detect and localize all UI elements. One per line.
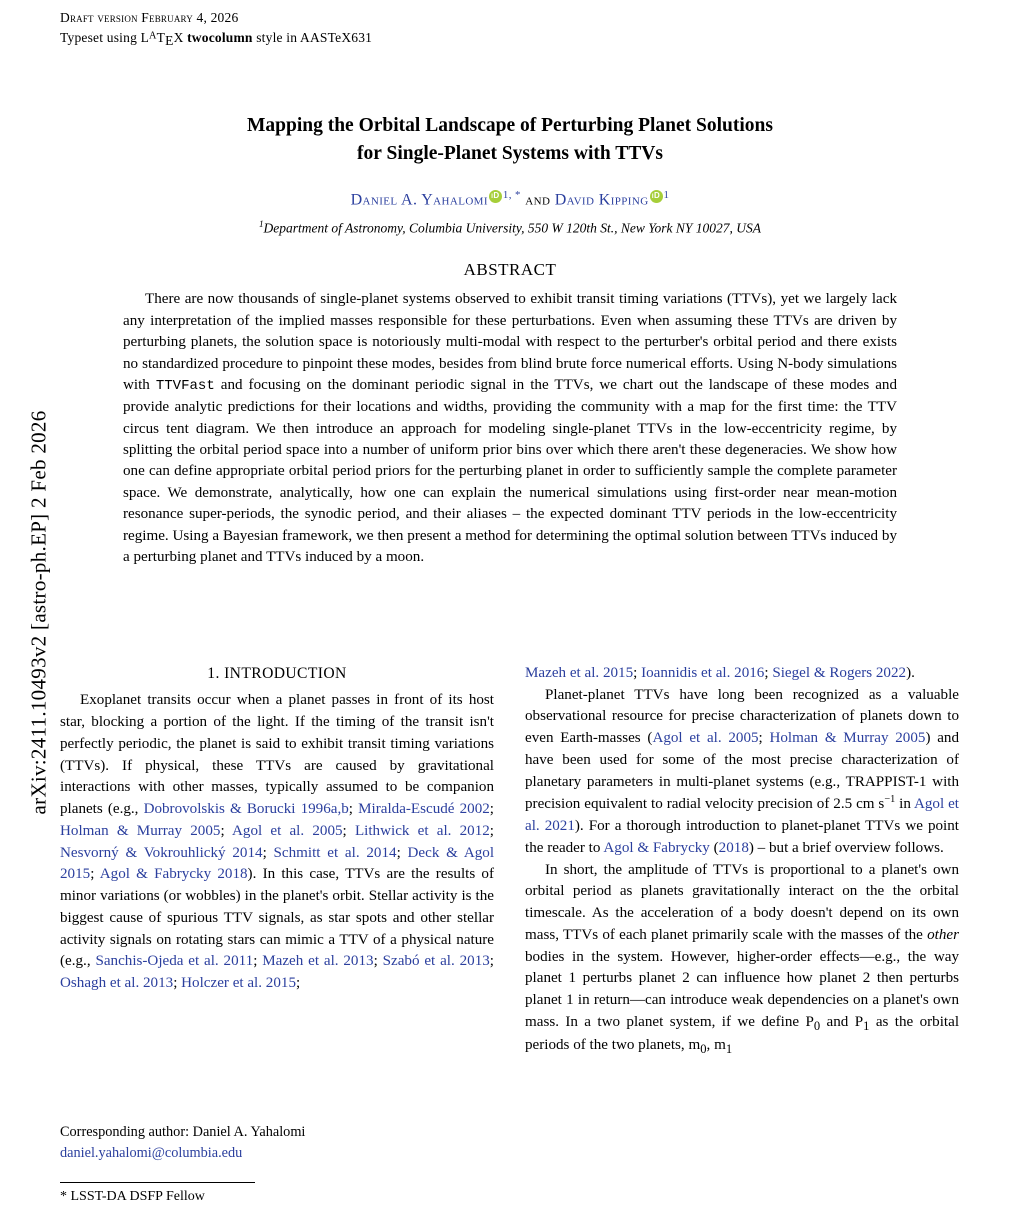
citation-link[interactable]: Dobrovolskis & Borucki 1996a,b <box>143 801 349 818</box>
footnote-marker: * <box>60 1189 67 1204</box>
citation-link[interactable]: Agol & Fabrycky <box>603 839 710 856</box>
sep: ; <box>396 844 408 861</box>
citation-link[interactable]: Agol & Fabrycky 2018 <box>99 866 248 883</box>
text-c: in <box>895 796 914 813</box>
affiliation <box>60 219 960 237</box>
author-name-1: Daniel A. Yahalomi <box>350 190 488 208</box>
subscript: 0 <box>700 1041 707 1056</box>
author-2-affil-marker: 1 <box>663 188 670 201</box>
sep: ; <box>253 953 263 970</box>
sep: ; <box>633 665 642 681</box>
latex-x: X <box>173 29 188 45</box>
title-line-2: for Single-Planet Systems with TTVs <box>357 143 663 165</box>
abstract-heading: ABSTRACT <box>463 260 557 280</box>
footnote-rule <box>60 1182 255 1183</box>
page-title <box>60 112 960 169</box>
draft-version-block <box>60 8 960 50</box>
typeset-pre: Typeset using L <box>60 29 150 45</box>
intro-paragraph-1 <box>60 690 494 994</box>
text-a: In short, the amplitude of TTVs is proportional to a planet's own orbital period as planets gravitationally interact on the the orbital timescale. As the acceleration of a body doesn't depend on its own mass, TTVs of each planet primarily scale with the masses of the <box>525 861 959 943</box>
draft-version-line: Draft version February 4, 2026 <box>60 10 239 25</box>
citation-link[interactable]: Nesvorný & Vokrouhlický 2014 <box>60 844 263 861</box>
intro-text-a: Exoplanet transits occur when a planet passes in front of its host star, blocking a portion of the light. If the timing of the transit isn't perfectly periodic, the planet is said to exhibit transit timing variations (TTVs). If physical, these TTVs are caused by gravitational interactions with other masses, typically assumed to be companion planets (e.g., <box>60 692 494 818</box>
title-line-1: Mapping the Orbital Landscape of Perturbing Planet Solutions <box>246 115 773 137</box>
author-1-affil-marker: 1, * <box>502 188 521 201</box>
subscript: 1 <box>863 1018 870 1033</box>
software-name: TTVFast <box>155 378 215 395</box>
citation-link[interactable]: Oshagh et al. 2013 <box>60 975 174 991</box>
author-conjunction: and <box>525 190 551 208</box>
sep: ; <box>262 844 274 861</box>
citation-link[interactable]: Sanchis-Ojeda et al. 2011 <box>95 953 254 970</box>
left-column <box>60 663 494 1058</box>
orcid-icon[interactable] <box>489 190 502 203</box>
text-a: Planet-planet TTVs have long been recognized as a valuable observational resource for precise characterization of planets down to even Earth-masses ( <box>525 686 959 747</box>
latex-a: A <box>149 29 157 41</box>
abstract-text <box>123 289 897 568</box>
exponent: −1 <box>884 794 896 806</box>
citation-link[interactable]: Holczer et al. 2015 <box>181 975 296 991</box>
intro-paragraph-continued <box>525 663 959 685</box>
sep: ; <box>489 822 494 839</box>
sep: ; <box>489 801 494 818</box>
citation-link[interactable]: Lithwick et al. 2012 <box>354 822 490 839</box>
affiliation-text: Department of Astronomy, Columbia University, 550 W 120th St., New York NY 10027, USA <box>263 220 762 236</box>
text-d: as the orbital periods of the two planets, m <box>525 1013 960 1053</box>
text-b: ) and have been used for some of the most precise characterization of planetary parameters in multi-planet systems (e.g., TRAPPIST-1 with precision equivalent to radial velocity precision of 2.5 cm s <box>525 730 959 813</box>
abstract-part-1: There are now thousands of single-planet systems observed to exhibit transit timing variations (TTVs), yet we largely lack any interpretation of the implied masses responsible for these perturbations. Even when assuming these TTVs are driven by perturbing planets, the solution space is notoriously multi-modal with respect to the perturber's orbital period and there exists no standardized procedure to pinpoint these modes, besides from blind brute force numerical efforts. Using N-body simulations with <box>123 291 897 394</box>
citation-link[interactable]: Agol et al. 2005 <box>232 822 343 839</box>
text-f: ) – but a brief overview follows. <box>748 839 944 856</box>
corresponding-author-block <box>60 1122 494 1163</box>
sep: ; <box>342 822 355 839</box>
affiliation-marker: 1 <box>258 218 264 229</box>
text-e: , m <box>706 1036 726 1053</box>
author-name-2: David Kipping <box>554 190 649 208</box>
citation-link[interactable]: Szabó et al. 2013 <box>382 953 490 970</box>
sep: ; <box>220 822 232 839</box>
intro-paragraph-3 <box>525 860 959 1058</box>
latex-e: E <box>165 32 174 48</box>
citation-link[interactable]: Holman & Murray 2005 <box>60 822 221 839</box>
sep: ; <box>348 801 359 818</box>
abstract-part-2: and focusing on the dominant periodic signal in the TTVs, we chart out the landscape of these modes and provide analytic predictions for their locations and widths, providing the community with a map for the first time: the TTV circus tent diagram. We then introduce an approach for modeling single-planet TTVs in the low-eccentricity regime, by splitting the orbital period space into a number of uniform prior bins over which there aren't these degeneracies. We show how one can define appropriate orbital period priors for the perturbing planet in order to sufficiently sample the complete parameter space. We demonstrate, analytically, how one can explain the numerical simulations using first-order near mean-motion resonance super-periods, the synodic period, and their aliases – the expected dominant TTV periods in the low-eccentricity regime. Using a Bayesian framework, we then present a method for determining the optimal solution between TTVs induced by a perturbing planet and TTVs induced by a moon. <box>123 377 898 566</box>
corresponding-author-email[interactable]: daniel.yahalomi@columbia.edu <box>60 1144 243 1161</box>
text-c: and P <box>820 1013 864 1030</box>
citation-link[interactable]: Ioannidis et al. 2016 <box>641 665 765 681</box>
author-list <box>60 189 960 209</box>
sep: ; <box>90 866 100 883</box>
sep: ; <box>373 953 383 970</box>
paragraph-end: ). <box>906 665 915 681</box>
two-column-body <box>60 663 960 1058</box>
sep: ; <box>173 975 182 991</box>
twocolumn-style: twocolumn <box>187 29 253 45</box>
sep: ; <box>764 665 773 681</box>
citation-link[interactable]: Agol et al. 2005 <box>652 730 759 747</box>
text-e: ( <box>709 839 719 856</box>
subscript: 0 <box>813 1018 821 1033</box>
section-name: INTRODUCTION <box>224 665 347 682</box>
citation-link[interactable]: Mazeh et al. 2015 <box>525 665 634 681</box>
citation-link[interactable]: Siegel & Rogers 2022 <box>772 665 907 681</box>
footnote-block <box>60 1182 494 1205</box>
citation-link[interactable]: Agol et al. 2021 <box>525 796 959 835</box>
citation-link[interactable]: Holman & Murray 2005 <box>769 730 926 747</box>
sep: ; <box>758 730 770 747</box>
text-d: ). For a thorough introduction to planet-planet TTVs we point the reader to <box>525 818 959 856</box>
latex-t: T <box>156 29 166 45</box>
corresponding-author-line: Corresponding author: Daniel A. Yahalomi <box>60 1124 306 1140</box>
paper-header <box>60 0 960 568</box>
subscript: 1 <box>725 1041 733 1056</box>
sep: ; <box>489 953 494 970</box>
citation-link[interactable]: 2018 <box>718 839 749 856</box>
section-heading <box>60 663 494 685</box>
citation-link[interactable]: Miralda-Escudé 2002 <box>358 801 490 818</box>
arxiv-identifier-stamp: arXiv:2411.10493v2 [astro-ph.EP] 2 Feb 2026 <box>26 410 51 815</box>
orcid-icon[interactable] <box>650 190 663 203</box>
citation-link[interactable]: Mazeh et al. 2013 <box>262 953 374 970</box>
footnote-text: LSST-DA DSFP Fellow <box>70 1189 205 1204</box>
right-column <box>525 663 959 1058</box>
intro-paragraph-2 <box>525 685 959 860</box>
intro-text-c: ; <box>296 975 301 991</box>
section-number: 1. <box>207 665 220 682</box>
citation-link[interactable]: Schmitt et al. 2014 <box>273 844 397 861</box>
typeset-post: style in AASTeX631 <box>252 29 373 45</box>
intro-text-b: ). In this case, TTVs are the results of minor variations (or wobbles) in the planet's orbit. Stellar activity is the biggest cause of spurious TTV signals, as star spots and other stellar activity signals on rotating stars can mimic a TTV of a physical nature (e.g., <box>60 866 494 970</box>
emphasis-other: other <box>927 926 959 943</box>
citation-link[interactable]: Deck & Agol 2015 <box>60 844 495 883</box>
typeset-line <box>60 28 960 51</box>
text-b: bodies in the system. However, higher-order effects—e.g., the way planet 1 perturbs planet 2 can influence how planet 2 then perturbs planet 1 in return—can introduce weak dependencies on a planet's own mass. In a two planet system, if we define P <box>525 948 959 1030</box>
